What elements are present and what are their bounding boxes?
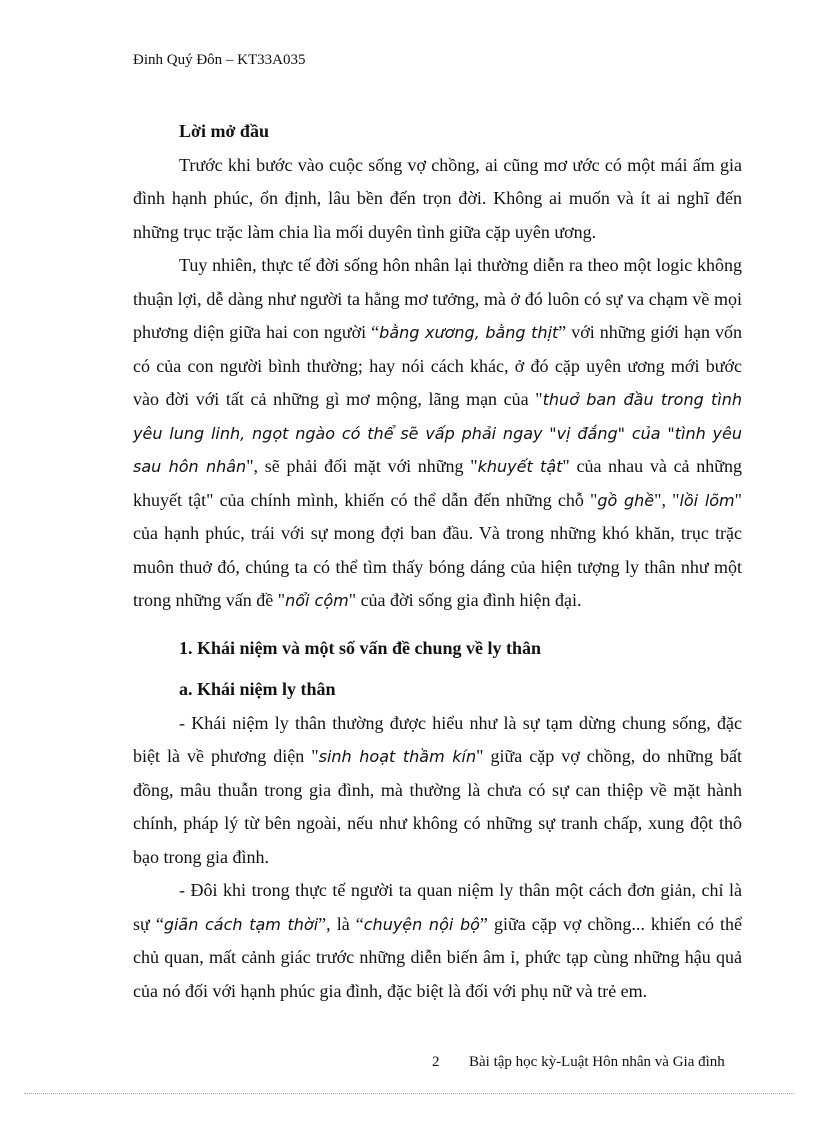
page-footer bbox=[432, 1054, 725, 1071]
page-header: Đinh Quý Đôn – KT33A035 bbox=[133, 52, 306, 68]
section-1a-paragraph-1: - Khái niệm ly thân thường được hiểu như là sự tạm dừng chung sống, đặc biệt là về phương diện "sinh hoạt thầm kín" giữa cặp vợ chồng, do những bất đồng, mâu thuẫn trong gia đình, mà thường là chưa có sự can thiệp về mặt hành chính, pháp lý từ bên ngoài, nếu như không có những sự tranh chấp, xung đột thô bạo trong gia đình. bbox=[133, 712, 743, 867]
page-number: 2 bbox=[432, 1054, 440, 1070]
section-1a-paragraph-2: - Đôi khi trong thực tế người ta quan niệm ly thân một cách đơn giản, chỉ là sự “giãn cách tạm thời”, là “chuyện nội bộ” giữa cặp vợ chồng... khiến có thể chủ quan, mất cảnh giác trước những diễn biến âm ỉ, phức tạp cùng những hậu quả của nó đối với hạnh phúc gia đình, đặc biệt là đối với phụ nữ và trẻ em. bbox=[133, 880, 743, 1001]
intro-paragraph-2: Tuy nhiên, thực tế đời sống hôn nhân lại thường diễn ra theo một logic không thuận lợi, dễ dàng như người ta hằng mơ tưởng, mà ở đó luôn có sự va chạm về mọi phương diện giữa hai con người “bằng xương, bằng thịt” với những giới hạn vốn có của con người bình thường; hay nói cách khác, ở đó cặp uyên ương mới bước vào đời với tất cả những gì mơ mộng, lãng mạn của "thuở ban đầu trong tình yêu lung linh, ngọt ngào có thể sẽ vấp phải ngay "vị đắng" của "tình yêu sau hôn nhân", sẽ phải đối mặt với những "khuyết tật" của nhau và cả những khuyết tật" của chính mình, khiến có thể dẫn đến những chỗ "gồ ghề", "lồi lõm" của hạnh phúc, trái với sự mong đợi ban đầu. Và trong những khó khăn, trục trặc muôn thuở đó, chúng ta có thể tìm thấy bóng dáng của hiện tượng ly thân như một trong những vấn đề "nổi cộm" của đời sống gia đình hiện đại. bbox=[133, 255, 743, 610]
title-heading: Lời mở đầu bbox=[179, 121, 269, 141]
section-1a-heading: a. Khái niệm ly thân bbox=[179, 679, 336, 699]
intro-paragraph-1: Trước khi bước vào cuộc sống vợ chồng, ai cũng mơ ước có một mái ấm gia đình hạnh phúc, ổn định, lâu bền đến trọn đời. Không ai muốn và ít ai nghĩ đến những trục trặc làm chia lìa mối duyên tình giữa cặp uyên ương. bbox=[133, 154, 742, 242]
page-divider bbox=[24, 1093, 794, 1094]
footer-text: Bài tập học kỳ-Luật Hôn nhân và Gia đình bbox=[469, 1054, 725, 1070]
document-body bbox=[133, 115, 742, 1008]
section-1-heading: 1. Khái niệm và một số vấn đề chung về ly thân bbox=[179, 637, 542, 658]
